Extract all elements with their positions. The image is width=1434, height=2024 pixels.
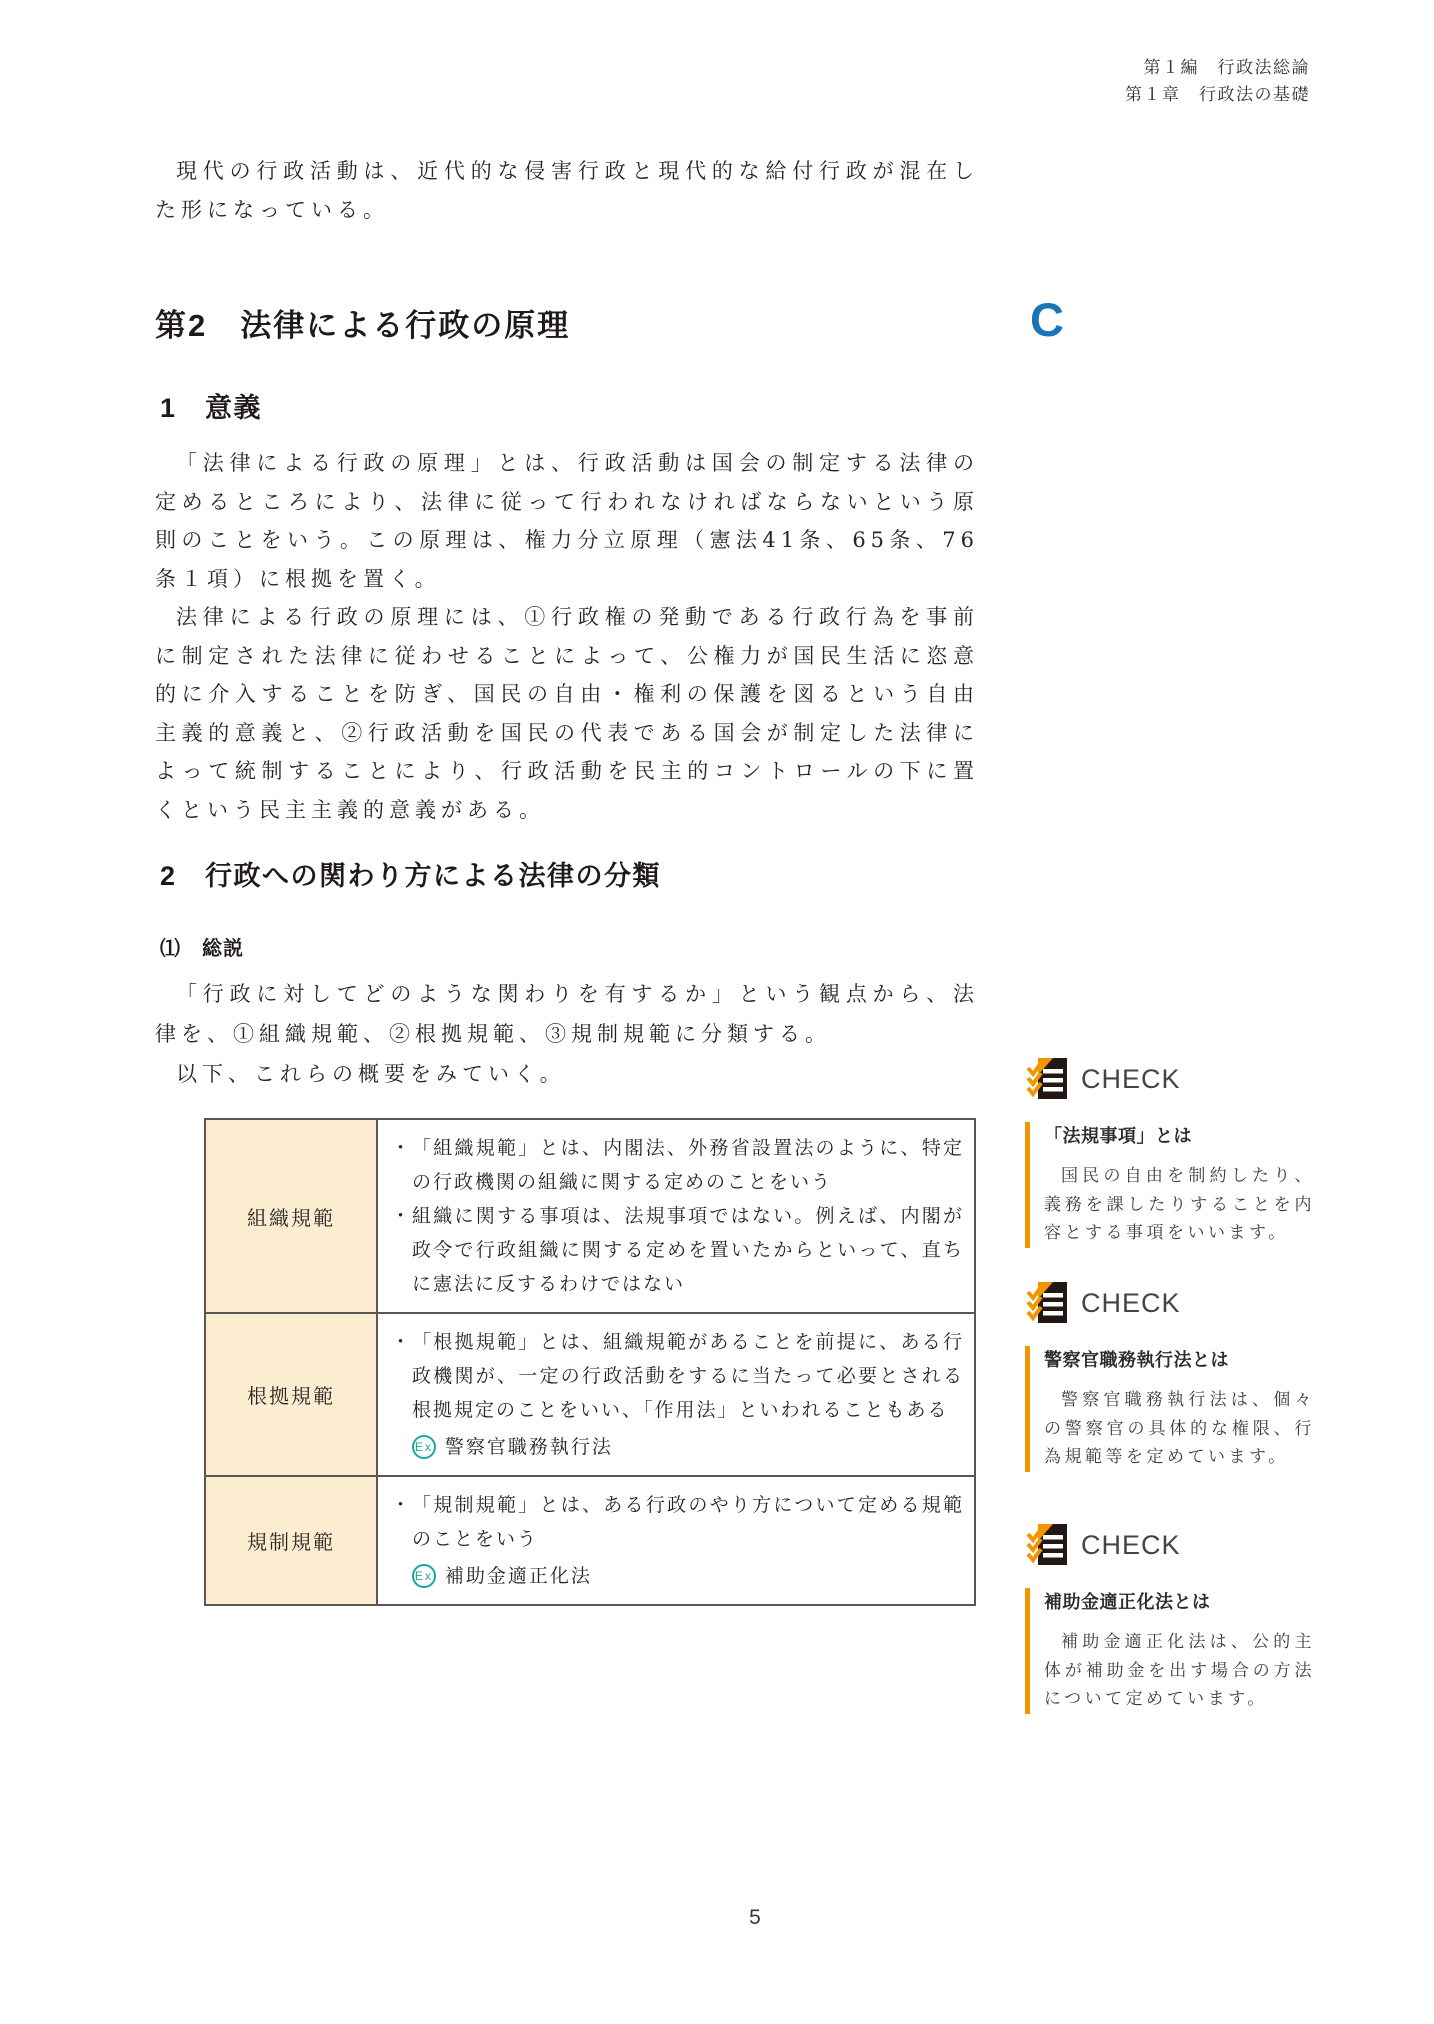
check-text: 警察官職務執行法は、個々の警察官の具体的な権限、行為規範等を定めています。	[1044, 1390, 1315, 1466]
bullet-item: ・ 「規制規範」とは、ある行政のやり方について定める規範のことをいう	[391, 1488, 964, 1556]
example-law-name: 補助金適正化法	[444, 1565, 592, 1587]
law-classification-table	[204, 1118, 976, 1606]
subsection-1-body	[155, 444, 979, 829]
paragraph-classification: 「行政に対してどのような関わりを有するか」という観点から、法律を、①組織規範、②根拠規範、③規制規範に分類する。	[155, 982, 979, 1046]
row-label-kisei: 規制規範	[206, 1477, 378, 1604]
bullet-dot: ・	[391, 1205, 413, 1227]
example-icon: Ex	[412, 1564, 436, 1588]
checklist-icon	[1025, 1056, 1073, 1102]
check-title: 補助金適正化法とは	[1044, 1592, 1211, 1612]
checklist-icon	[1025, 1522, 1073, 1568]
check-body	[1025, 1346, 1315, 1472]
check-note-houki-jikou	[1025, 1056, 1315, 1248]
example-icon: Ex	[412, 1435, 436, 1459]
intro-paragraph: 現代の行政活動は、近代的な侵害行政と現代的な給付行政が混在した形になっている。	[155, 159, 979, 222]
row-content-kisei	[378, 1477, 974, 1604]
check-header	[1025, 1056, 1315, 1102]
running-header	[1125, 55, 1310, 109]
item-1-heading: ⑴ 総説	[160, 938, 244, 960]
paragraph-principle-definition: 「法律による行政の原理」とは、行政活動は国会の制定する法律の定めるところにより、法律に従って行われなければならないという原則のことをいう。この原理は、権力分立原理（憲法41条、65条、76条１項）に根拠を置く。	[155, 451, 979, 591]
row-content-konkyo	[378, 1314, 974, 1475]
row-content-soshiki	[378, 1120, 974, 1312]
check-title: 警察官職務執行法とは	[1044, 1350, 1229, 1370]
paragraph-principle-meaning: 法律による行政の原理には、①行政権の発動である行政行為を事前に制定された法律に従わせることによって、公権力が国民生活に恣意的に介入することを防ぎ、国民の自由・権利の保護を図るという自由主義的意義と、②行政活動を国民の代表である国会が制定した法律によって統制することにより、行政活動を民主的コントロールの下に置くという民主主義的意義がある。	[155, 605, 979, 822]
bullet-dot: ・	[391, 1494, 413, 1516]
bullet-dot: ・	[391, 1331, 413, 1353]
check-label: CHECK	[1081, 1063, 1181, 1094]
header-chapter-title: 第１章 行政法の基礎	[1125, 85, 1310, 105]
check-label: CHECK	[1081, 1287, 1181, 1318]
bullet-dot: ・	[391, 1137, 413, 1159]
bullet-item: ・ 組織に関する事項は、法規事項ではない。例えば、内閣が政令で行政組織に関する定めを置いたからといって、直ちに憲法に反するわけではない	[391, 1199, 964, 1301]
importance-rank-badge: C	[1030, 293, 1064, 346]
bullet-item: ・ 「根拠規範」とは、組織規範があることを前提に、ある行政機関が、一定の行政活動をするに当たって必要とされる根拠規定のことをいい、「作用法」といわれることもある	[391, 1325, 964, 1427]
example-line	[391, 1430, 964, 1464]
paragraph-overview-lead: 以下、これらの概要をみていく。	[176, 1062, 566, 1086]
section-heading: 第2 法律による行政の原理	[155, 308, 571, 343]
table-row-konkyo	[206, 1312, 974, 1475]
check-text: 国民の自由を制約したり、義務を課したりすることを内容とする事項をいいます。	[1044, 1166, 1315, 1242]
table-row-soshiki	[206, 1120, 974, 1312]
check-body	[1025, 1588, 1315, 1714]
check-label: CHECK	[1081, 1529, 1181, 1560]
row-label-soshiki: 組織規範	[206, 1120, 378, 1312]
page-number: 5	[749, 1906, 761, 1929]
row-label-konkyo: 根拠規範	[206, 1314, 378, 1475]
table-row-kisei	[206, 1475, 974, 1604]
example-law-name: 警察官職務執行法	[444, 1436, 613, 1458]
check-note-keisatsukan	[1025, 1280, 1315, 1472]
bullet-item: ・ 「組織規範」とは、内閣法、外務省設置法のように、特定の行政機関の組織に関する定めのことをいう	[391, 1131, 964, 1199]
check-text: 補助金適正化法は、公的主体が補助金を出す場合の方法について定めています。	[1044, 1632, 1315, 1708]
subsection-2-heading: 2 行政への関わり方による法律の分類	[160, 861, 662, 891]
header-part-title: 第１編 行政法総論	[1143, 58, 1310, 78]
check-header	[1025, 1280, 1315, 1326]
subsection-2-body	[155, 974, 979, 1094]
check-title: 「法規事項」とは	[1044, 1126, 1192, 1146]
example-line	[391, 1559, 964, 1593]
checklist-icon	[1025, 1280, 1073, 1326]
check-header	[1025, 1522, 1315, 1568]
subsection-1-heading: 1 意義	[160, 393, 263, 423]
check-body	[1025, 1122, 1315, 1248]
check-note-hojokin	[1025, 1522, 1315, 1714]
